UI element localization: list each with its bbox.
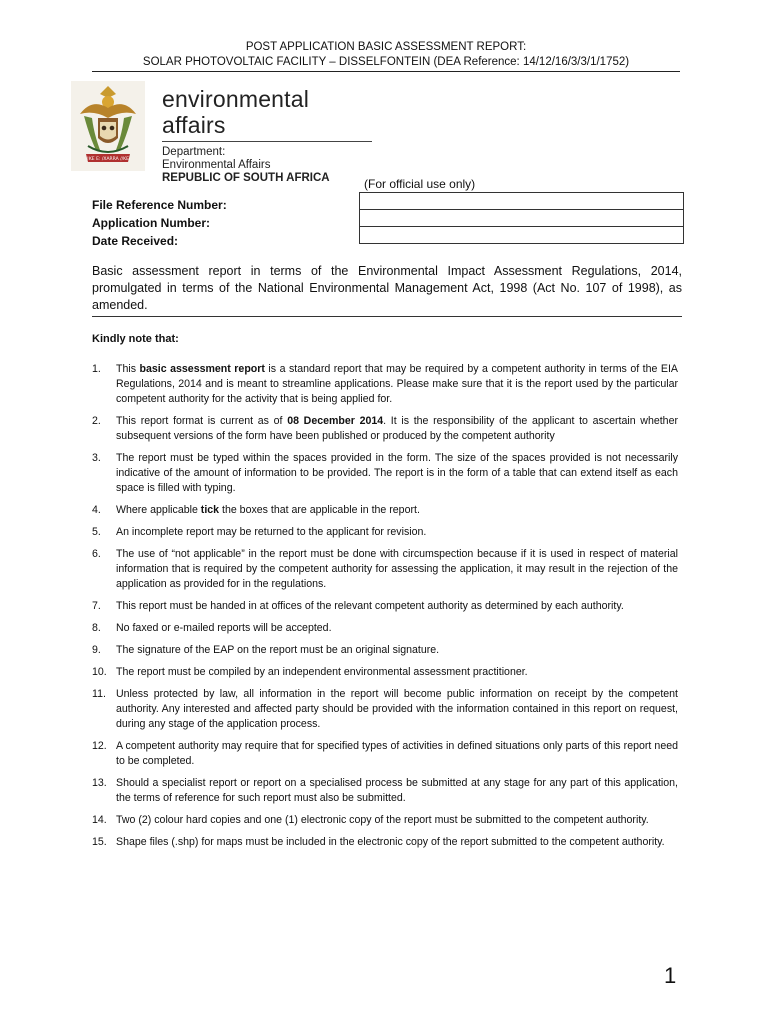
header-line-1: POST APPLICATION BASIC ASSESSMENT REPORT:: [245, 41, 527, 53]
intro-paragraph: Basic assessment report in terms of the Environmental Impact Assessment Regulations, 2014, promulgated in terms of the National Environmental Management Act, 1998 (Act No. 107 of 1998), as amended.: [92, 264, 682, 312]
reference-labels: [92, 196, 227, 250]
date-received-field[interactable]: [360, 227, 684, 244]
list-item: 13. Should a specialist report or report on a specialised process be submitted at any stage for any part of this application, the terms of reference for such report must also be submitted.: [92, 777, 678, 804]
date-received-label: Date Received:: [92, 234, 179, 248]
application-number-label: Application Number:: [92, 216, 211, 230]
official-use-table: [359, 192, 684, 244]
list-item: 5. An incomplete report may be returned to the applicant for revision.: [92, 526, 427, 538]
list-item: 14. Two (2) colour hard copies and one (1) electronic copy of the report must be submitted to the competent authority.: [92, 814, 649, 826]
file-reference-field[interactable]: [360, 193, 684, 210]
department-rule: [162, 141, 372, 142]
list-item: 6. The use of “not applicable” in the report must be done with circumspection because if it is used in respect of material information that is required by the competent authority for assessing the application, it may result in the rejection of the application as provided for in the regulations.: [92, 548, 678, 590]
department-name-block: [162, 86, 372, 185]
department-title: environmental affairs: [162, 86, 310, 138]
list-item: 15. Shape files (.shp) for maps must be included in the electronic copy of the report submitted to the competent authority.: [92, 836, 665, 848]
crest-motto: !KE E: /XARRA //KE: [87, 157, 129, 162]
list-item: 4. Where applicable tick the boxes that are applicable in the report.: [92, 504, 420, 516]
header-rule: [92, 71, 680, 72]
file-reference-label: File Reference Number:: [92, 198, 227, 212]
department-line-2: Environmental Affairs: [162, 159, 271, 171]
kindly-note-heading: Kindly note that:: [92, 333, 179, 345]
department-line-3: REPUBLIC OF SOUTH AFRICA: [162, 172, 330, 184]
department-line-1: Department:: [162, 146, 226, 158]
department-logo: [70, 80, 370, 184]
list-item: 8. No faxed or e-mailed reports will be accepted.: [92, 622, 332, 634]
list-item: 11. Unless protected by law, all information in the report will become public information on receipt by the competent authority. Any interested and affected party should be provided with the information contained in this report on request, during any stage of the application process.: [92, 688, 678, 730]
intro-rule: [92, 316, 682, 317]
list-item: 9. The signature of the EAP on the report must be an original signature.: [92, 644, 440, 656]
list-item: 2. This report format is current as of 08 December 2014. It is the responsibility of the applicant to ascertain whether subsequent versions of the form have been published or produced by the competent authority: [92, 415, 678, 442]
list-item: 1. This basic assessment report is a standard report that may be required by a competent authority in terms of the EIA Regulations, 2014 and is meant to streamline applications. Please make sure that it is the report used by the particular competent authority for the activity that is being applied for.: [92, 363, 678, 405]
list-item: 3. The report must be typed within the spaces provided in the form. The size of the spaces provided is not necessarily indicative of the amount of information to be provided. The report is in the form of a table that can extend itself as each space is filled with typing.: [92, 452, 678, 494]
document-header: [92, 40, 680, 72]
list-item: 7. This report must be handed in at offices of the relevant competent authority as determined by each authority.: [92, 600, 624, 612]
application-number-field[interactable]: [360, 210, 684, 227]
list-item: 12. A competent authority may require that for specified types of activities in defined situations only parts of this report need to be completed.: [92, 740, 678, 767]
notes-list: [92, 362, 678, 857]
header-line-2: SOLAR PHOTOVOLTAIC FACILITY – DISSELFONTEIN (DEA Reference: 14/12/16/3/3/1/1752): [142, 56, 630, 68]
coat-of-arms-icon: [70, 80, 146, 172]
page-number: 1: [664, 963, 677, 988]
list-item: 10. The report must be compiled by an independent environmental assessment practitioner.: [92, 666, 528, 678]
official-use-label: (For official use only): [364, 177, 476, 191]
